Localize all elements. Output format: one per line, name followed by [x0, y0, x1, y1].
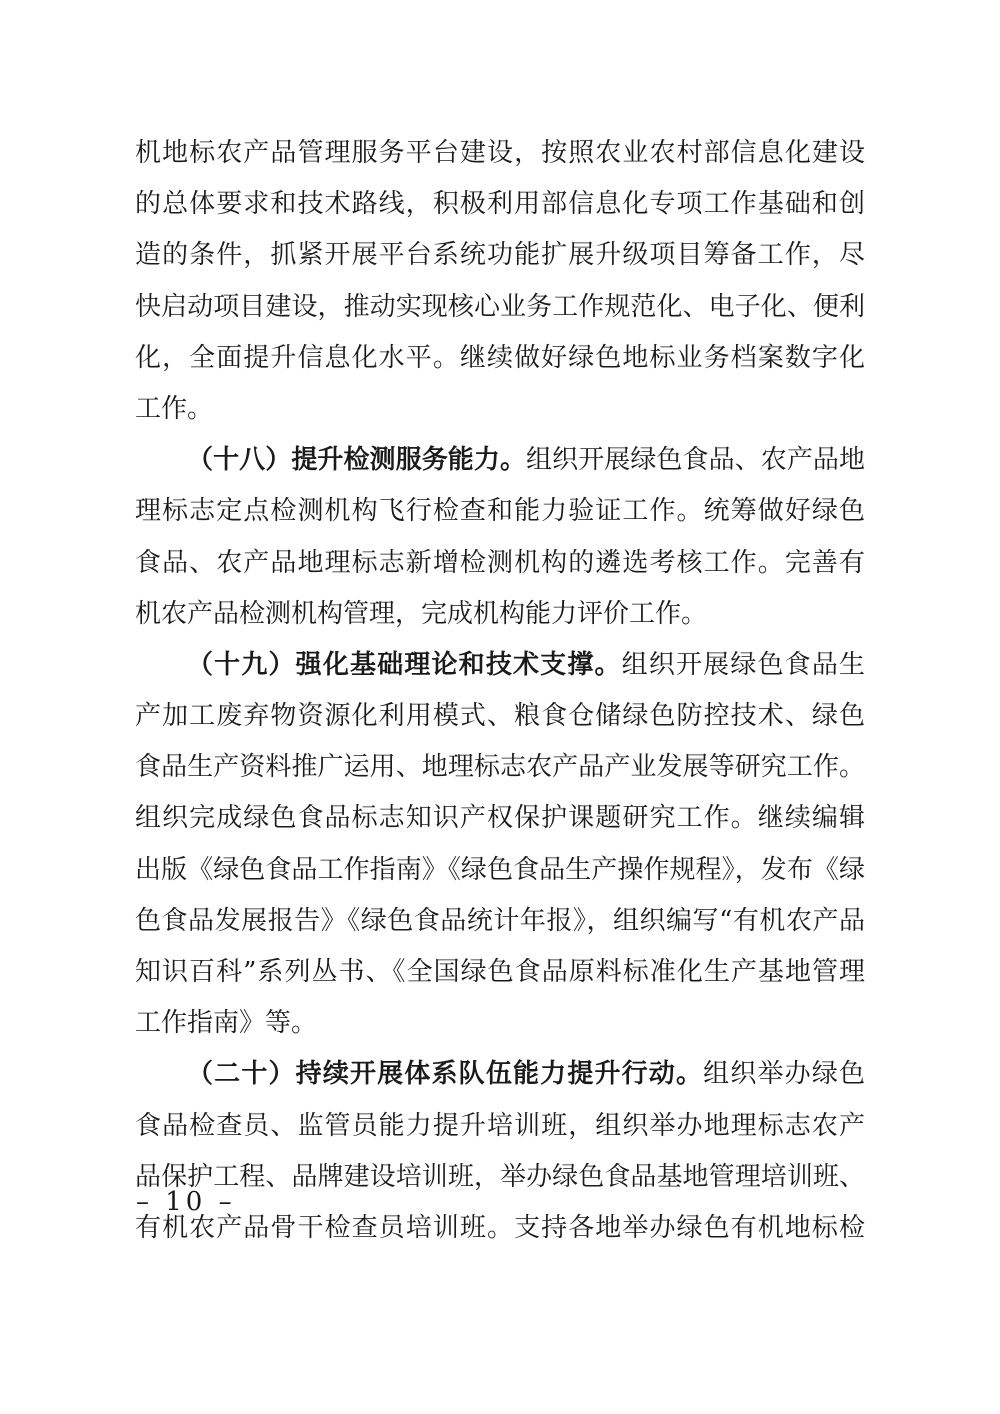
section-first-line — [135, 435, 865, 486]
text-line: 机地标农产品管理服务平台建设，按照农业农村部信息化建设 — [135, 138, 865, 168]
text-line: 有机农产品骨干检查员培训班。支持各地举办绿色有机地标检 — [135, 1212, 865, 1243]
section-first-line-text: 组织开展绿色食品、农产品地 — [526, 445, 865, 476]
section-first-line-text: 组织开展绿色食品生 — [621, 649, 865, 680]
section-first-line-text: 组织举办绿色 — [703, 1059, 865, 1090]
page-number: – 10 – — [136, 1187, 236, 1217]
text-line: 化，全面提升信息化水平。继续做好绿色地标业务档案数字化 — [135, 342, 865, 373]
text-line: 食品检查员、监管员能力提升培训班，组织举办地理标志农产 — [135, 1110, 865, 1141]
text-line: 色食品发展报告》《绿色食品统计年报》，组织编写“有机农产品 — [135, 905, 865, 936]
text-line: 理标志定点检测机构飞行检查和能力验证工作。统筹做好绿色 — [135, 496, 865, 527]
text-line: 知识百科”系列丛书、《全国绿色食品原料标准化生产基地管理 — [135, 957, 865, 987]
text-line: 工作指南》等。 — [135, 1008, 318, 1039]
paragraph-intro — [135, 128, 865, 435]
text-line: 组织完成绿色食品标志知识产权保护课题研究工作。继续编辑 — [135, 803, 865, 834]
section-18 — [135, 435, 865, 640]
text-line: 造的条件，抓紧开展平台系统功能扩展升级项目筹备工作，尽 — [135, 240, 865, 271]
document-body — [135, 128, 865, 1254]
section-first-line — [135, 640, 865, 691]
section-19 — [135, 640, 865, 1050]
text-line: 食品生产资料推广运用、地理标志农产品产业发展等研究工作。 — [135, 752, 865, 783]
text-line: 的总体要求和技术路线，积极利用部信息化专项工作基础和创 — [135, 189, 865, 220]
section-heading: （十九）强化基础理论和技术支撑。 — [187, 649, 622, 680]
text-line: 产加工废弃物资源化利用模式、粮食仓储绿色防控技术、绿色 — [135, 701, 865, 732]
text-line: 机农产品检测机构管理，完成机构能力评价工作。 — [135, 598, 708, 629]
text-line: 出版《绿色食品工作指南》《绿色食品生产操作规程》，发布《绿 — [135, 854, 865, 885]
text-line: 工作。 — [135, 393, 214, 424]
text-line: 品保护工程、品牌建设培训班，举办绿色食品基地管理培训班、 — [135, 1161, 865, 1192]
text-line: 食品、农产品地理标志新增检测机构的遴选考核工作。完善有 — [135, 547, 865, 578]
section-first-line — [135, 1049, 865, 1100]
section-heading: （十八）提升检测服务能力。 — [187, 445, 527, 476]
text-line: 快启动项目建设，推动实现核心业务工作规范化、电子化、便利 — [135, 291, 865, 322]
section-20 — [135, 1049, 865, 1254]
section-heading: （二十）持续开展体系队伍能力提升行动。 — [187, 1059, 704, 1090]
